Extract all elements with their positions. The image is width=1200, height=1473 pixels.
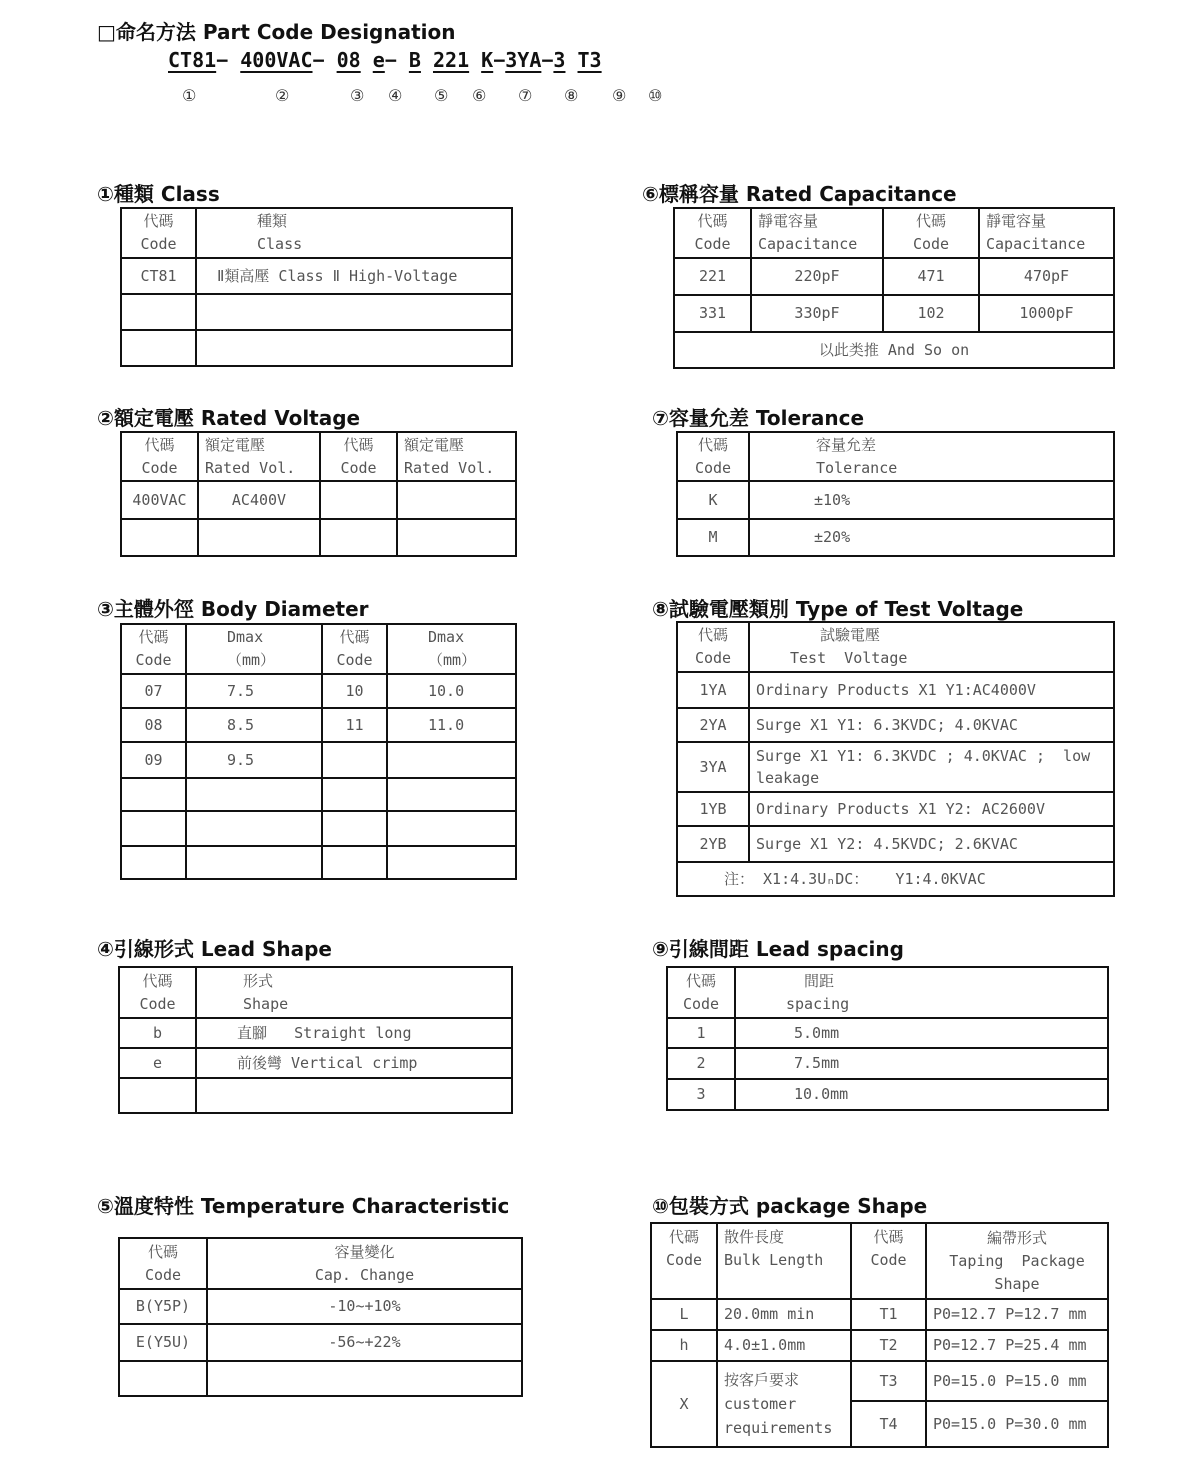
table-cell: ±20% bbox=[749, 519, 1114, 556]
section-testvoltage-title: ⑧試驗電壓類別 Type of Test Voltage bbox=[652, 597, 1024, 621]
cell-text: Code bbox=[912, 235, 950, 253]
diameter-table bbox=[120, 623, 517, 880]
table-cell: 10.0 bbox=[387, 674, 516, 708]
table-cell: 注： X1:4.3UₙDC： Y1:4.0KVAC bbox=[677, 862, 1114, 896]
table-cell: Ordinary Products X1 Y1:AC4000V bbox=[749, 672, 1114, 708]
cell-text: − bbox=[493, 48, 506, 72]
table-cell bbox=[387, 624, 516, 674]
cell-text: Code bbox=[140, 235, 177, 253]
table-cell bbox=[717, 1361, 851, 1447]
table-cell: CT81 bbox=[121, 258, 196, 294]
table-header-row bbox=[677, 622, 1114, 672]
cell-text: − bbox=[312, 48, 325, 72]
table-cell bbox=[186, 846, 322, 879]
cell-text: Test Voltage bbox=[790, 649, 908, 667]
table-row bbox=[651, 1330, 1108, 1361]
table-row bbox=[121, 294, 512, 330]
table-cell bbox=[196, 330, 512, 366]
cell-text: 代碼 bbox=[143, 212, 174, 230]
cell-text: 代碼 bbox=[138, 628, 169, 646]
table-cell: 8.5 bbox=[186, 708, 322, 742]
section-temperature-title: ⑤溫度特性 Temperature Characteristic bbox=[97, 1194, 510, 1218]
code-seg-diameter: 08 bbox=[336, 48, 361, 72]
cell-text: Code bbox=[694, 649, 732, 667]
table-row bbox=[677, 742, 1114, 792]
cell-text: 形式 bbox=[243, 971, 274, 990]
table-cell: Surge X1 Y2: 4.5KVDC; 2.6KVAC bbox=[749, 826, 1114, 862]
table-row bbox=[119, 1289, 522, 1324]
table-cell: 2YA bbox=[677, 708, 749, 742]
table-cell bbox=[198, 519, 320, 556]
table-header-row bbox=[674, 208, 1114, 258]
cell-text: 容量變化 bbox=[334, 1242, 395, 1261]
section-spacing-title: ⑨引線間距 Lead spacing bbox=[652, 937, 904, 961]
cell-text: − bbox=[384, 48, 397, 72]
table-cell: L bbox=[651, 1299, 717, 1330]
table-cell bbox=[119, 967, 196, 1018]
table-cell bbox=[322, 624, 387, 674]
cell-text: 靜電容量 bbox=[986, 212, 1047, 230]
cell-text: Code bbox=[665, 1251, 703, 1269]
table-cell bbox=[677, 432, 749, 481]
table-row bbox=[677, 826, 1114, 862]
table-cell: M bbox=[677, 519, 749, 556]
table-row bbox=[119, 1361, 522, 1396]
marker-7: ⑦ bbox=[518, 86, 533, 105]
cell-text: 試驗電壓 bbox=[820, 626, 881, 644]
table-cell bbox=[322, 778, 387, 811]
spacing-table bbox=[666, 966, 1109, 1111]
cell-text: 代碼 bbox=[343, 435, 374, 454]
table-header-row bbox=[667, 967, 1108, 1018]
section-tolerance-title: ⑦容量允差 Tolerance bbox=[652, 406, 865, 430]
table-row bbox=[677, 519, 1114, 556]
cell-text: Dmax bbox=[227, 628, 264, 646]
table-cell: -10~+10% bbox=[207, 1289, 522, 1324]
table-cell: 11 bbox=[322, 708, 387, 742]
part-code-example bbox=[168, 48, 602, 72]
table-cell: 331 bbox=[674, 295, 751, 332]
table-cell bbox=[196, 294, 512, 330]
table-cell bbox=[651, 1223, 717, 1299]
table-cell: B(Y5P) bbox=[119, 1289, 207, 1324]
table-cell: h bbox=[651, 1330, 717, 1361]
table-cell bbox=[121, 432, 198, 481]
code-seg-class: CT81 bbox=[168, 48, 217, 72]
cell-text: Code bbox=[694, 235, 731, 253]
cell-text: Capacitance bbox=[986, 235, 1086, 253]
table-cell bbox=[926, 1223, 1108, 1299]
class-table bbox=[120, 207, 513, 367]
table-row bbox=[651, 1299, 1108, 1330]
table-cell: 11.0 bbox=[387, 708, 516, 742]
table-cell: 直腳 Straight long bbox=[196, 1018, 512, 1048]
section-capacitance-title: ⑥標稱容量 Rated Capacitance bbox=[642, 182, 957, 206]
cell-text: Code bbox=[682, 994, 720, 1013]
cell-text: customer bbox=[724, 1395, 797, 1413]
cell-text: 種類 bbox=[257, 212, 288, 230]
table-cell: 1000pF bbox=[979, 295, 1114, 332]
table-header-row bbox=[119, 967, 512, 1018]
table-cell: 330pF bbox=[751, 295, 883, 332]
table-cell bbox=[320, 519, 397, 556]
cell-text: Code bbox=[336, 651, 373, 669]
code-seg-capacitance: 221 bbox=[432, 48, 470, 72]
cell-text: Rated Vol. bbox=[205, 458, 296, 477]
table-cell: 220pF bbox=[751, 258, 883, 295]
cell-text: 代碼 bbox=[147, 1242, 178, 1261]
table-cell bbox=[387, 778, 516, 811]
cell-text: spacing bbox=[786, 994, 850, 1013]
table-cell: Surge X1 Y1: 6.3KVDC; 4.0KVAC bbox=[749, 708, 1114, 742]
table-cell: b bbox=[119, 1018, 196, 1048]
cell-text: 代碼 bbox=[144, 435, 175, 454]
table-row bbox=[121, 258, 512, 294]
table-cell: 以此类推 And So on bbox=[674, 332, 1114, 368]
table-cell bbox=[667, 967, 735, 1018]
table-cell bbox=[196, 967, 512, 1018]
table-row bbox=[121, 674, 516, 708]
marker-5: ⑤ bbox=[434, 86, 449, 105]
table-cell: 1YA bbox=[677, 672, 749, 708]
table-row bbox=[121, 519, 516, 556]
table-cell: Surge X1 Y1: 6.3KVDC ; 4.0KVAC ; low leakage bbox=[749, 742, 1114, 792]
section-diameter-title: ③主體外徑 Body Diameter bbox=[97, 597, 369, 621]
table-cell: 4.0±1.0mm bbox=[717, 1330, 851, 1361]
cell-text: （mm） bbox=[428, 651, 477, 669]
table-cell bbox=[207, 1361, 522, 1396]
table-cell: K bbox=[677, 481, 749, 519]
table-header-row bbox=[121, 624, 516, 674]
cell-text: Code bbox=[870, 1251, 907, 1269]
cell-text: Code bbox=[694, 458, 732, 477]
cell-text: requirements bbox=[724, 1419, 833, 1437]
table-cell: 3YA bbox=[677, 742, 749, 792]
table-cell: -56~+22% bbox=[207, 1324, 522, 1361]
cell-text: 代碼 bbox=[685, 971, 716, 990]
capacitance-table bbox=[673, 207, 1115, 369]
table-row bbox=[121, 778, 516, 811]
table-cell bbox=[749, 622, 1114, 672]
table-cell: 10.0mm bbox=[735, 1079, 1108, 1110]
table-cell bbox=[677, 622, 749, 672]
table-cell bbox=[320, 481, 397, 519]
table-cell: e bbox=[119, 1048, 196, 1078]
table-row bbox=[651, 1361, 1108, 1401]
table-cell bbox=[186, 811, 322, 846]
tolerance-table bbox=[676, 431, 1115, 557]
table-cell bbox=[387, 811, 516, 846]
table-header-row bbox=[119, 1238, 522, 1289]
table-cell bbox=[119, 1238, 207, 1289]
table-cell bbox=[397, 481, 516, 519]
table-cell: T2 bbox=[851, 1330, 926, 1361]
section-class-title: ①種類 Class bbox=[97, 182, 220, 206]
table-cell bbox=[883, 208, 979, 258]
cell-text: Shape bbox=[243, 994, 289, 1013]
table-cell: 1 bbox=[667, 1018, 735, 1048]
table-cell bbox=[851, 1223, 926, 1299]
table-header-row bbox=[121, 432, 516, 481]
lead-shape-table bbox=[118, 966, 513, 1114]
table-cell bbox=[198, 432, 320, 481]
table-cell: 102 bbox=[883, 295, 979, 332]
table-note-row bbox=[677, 862, 1114, 896]
table-cell bbox=[196, 1078, 512, 1113]
table-row bbox=[677, 792, 1114, 826]
cell-text: 額定電壓 bbox=[205, 435, 266, 454]
marker-2: ② bbox=[275, 86, 290, 105]
testvoltage-table bbox=[676, 621, 1115, 897]
table-cell bbox=[397, 432, 516, 481]
table-cell bbox=[121, 208, 196, 258]
cell-text: 代碼 bbox=[339, 628, 370, 646]
table-cell: 5.0mm bbox=[735, 1018, 1108, 1048]
table-header-row bbox=[677, 432, 1114, 481]
cell-text: Code bbox=[139, 994, 176, 1013]
cell-text: 間距 bbox=[804, 971, 835, 990]
code-seg-lead: e bbox=[372, 48, 385, 72]
cell-text: Cap. Change bbox=[314, 1265, 415, 1284]
designation-title: □命名方法 Part Code Designation bbox=[97, 20, 456, 44]
cell-text: Capacitance bbox=[758, 235, 858, 253]
table-row bbox=[677, 481, 1114, 519]
table-row bbox=[121, 811, 516, 846]
table-cell bbox=[322, 811, 387, 846]
code-seg-temp: B bbox=[408, 48, 421, 72]
table-cell: X bbox=[651, 1361, 717, 1447]
cell-text: 靜電容量 bbox=[758, 212, 819, 230]
table-cell bbox=[186, 778, 322, 811]
cell-text: （mm） bbox=[227, 651, 276, 669]
table-footer-row bbox=[674, 332, 1114, 368]
cell-text: − bbox=[541, 48, 554, 72]
marker-10: ⑩ bbox=[648, 86, 663, 105]
table-row bbox=[119, 1018, 512, 1048]
table-cell bbox=[387, 846, 516, 879]
table-header-row bbox=[651, 1223, 1108, 1299]
table-cell: 前後彎 Vertical crimp bbox=[196, 1048, 512, 1078]
table-cell: P0=15.0 P=15.0 mm bbox=[926, 1361, 1108, 1401]
table-row bbox=[677, 708, 1114, 742]
table-cell: 7.5 bbox=[186, 674, 322, 708]
cell-text: 代碼 bbox=[697, 435, 728, 454]
table-cell bbox=[397, 519, 516, 556]
cell-text: Dmax bbox=[428, 628, 465, 646]
cell-text: Tolerance bbox=[816, 458, 898, 477]
table-cell: 9.5 bbox=[186, 742, 322, 778]
table-cell bbox=[121, 294, 196, 330]
table-cell: 7.5mm bbox=[735, 1048, 1108, 1079]
table-row bbox=[121, 330, 512, 366]
marker-8: ⑧ bbox=[564, 86, 579, 105]
cell-text: 代碼 bbox=[142, 971, 173, 990]
table-cell: E(Y5U) bbox=[119, 1324, 207, 1361]
cell-text: Code bbox=[135, 651, 172, 669]
table-cell: 10 bbox=[322, 674, 387, 708]
table-cell bbox=[207, 1238, 522, 1289]
table-row bbox=[667, 1079, 1108, 1110]
table-cell bbox=[674, 208, 751, 258]
table-cell: 09 bbox=[121, 742, 186, 778]
cell-text: 代碼 bbox=[668, 1228, 699, 1246]
code-seg-voltage: 400VAC bbox=[240, 48, 313, 72]
code-seg-tolerance: K bbox=[481, 48, 494, 72]
cell-text: Rated Vol. bbox=[404, 458, 495, 477]
cell-text: 代碼 bbox=[697, 626, 728, 644]
table-cell: Ordinary Products X1 Y2: AC2600V bbox=[749, 792, 1114, 826]
package-table bbox=[650, 1222, 1109, 1448]
cell-text: 按客戶要求 bbox=[724, 1371, 800, 1389]
table-cell: 1YB bbox=[677, 792, 749, 826]
marker-1: ① bbox=[182, 86, 197, 105]
table-row bbox=[121, 742, 516, 778]
section-voltage-title: ②額定電壓 Rated Voltage bbox=[97, 406, 361, 430]
code-seg-testvoltage: 3YA bbox=[505, 48, 542, 72]
table-row bbox=[119, 1078, 512, 1113]
code-seg-spacing: 3 bbox=[553, 48, 566, 72]
table-cell bbox=[119, 1078, 196, 1113]
section-lead-title: ④引線形式 Lead Shape bbox=[97, 937, 332, 961]
table-cell bbox=[717, 1223, 851, 1299]
table-cell bbox=[121, 846, 186, 879]
section-package-title: ⑩包裝方式 package Shape bbox=[652, 1194, 928, 1218]
cell-text: 代碼 bbox=[915, 212, 946, 230]
table-row bbox=[121, 846, 516, 879]
table-cell: 08 bbox=[121, 708, 186, 742]
marker-6: ⑥ bbox=[472, 86, 487, 105]
table-row bbox=[121, 708, 516, 742]
table-row bbox=[119, 1048, 512, 1078]
table-cell: 2YB bbox=[677, 826, 749, 862]
marker-4: ④ bbox=[388, 86, 403, 105]
cell-text: Code bbox=[141, 458, 178, 477]
table-cell bbox=[196, 208, 512, 258]
voltage-table bbox=[120, 431, 517, 557]
table-cell: P0=12.7 P=25.4 mm bbox=[926, 1330, 1108, 1361]
cell-text: Taping Package bbox=[949, 1251, 1085, 1270]
table-cell: 470pF bbox=[979, 258, 1114, 295]
table-cell: T4 bbox=[851, 1401, 926, 1447]
table-row bbox=[677, 672, 1114, 708]
table-cell: 07 bbox=[121, 674, 186, 708]
table-cell bbox=[751, 208, 883, 258]
table-cell: 471 bbox=[883, 258, 979, 295]
table-cell: T1 bbox=[851, 1299, 926, 1330]
cell-text: 編帶形式 bbox=[986, 1228, 1047, 1247]
table-row bbox=[667, 1018, 1108, 1048]
cell-text: 額定電壓 bbox=[404, 435, 465, 454]
table-row bbox=[674, 258, 1114, 295]
table-cell: AC400V bbox=[198, 481, 320, 519]
table-cell bbox=[387, 742, 516, 778]
cell-text: 代碼 bbox=[697, 212, 728, 230]
table-cell: Ⅱ類高壓 Class Ⅱ High-Voltage bbox=[196, 258, 512, 294]
code-seg-package: T3 bbox=[577, 48, 602, 72]
table-cell bbox=[121, 811, 186, 846]
table-cell: ±10% bbox=[749, 481, 1114, 519]
table-cell bbox=[320, 432, 397, 481]
temperature-table bbox=[118, 1237, 523, 1397]
table-cell: P0=15.0 P=30.0 mm bbox=[926, 1401, 1108, 1447]
table-row bbox=[119, 1324, 522, 1361]
table-cell bbox=[121, 330, 196, 366]
table-cell bbox=[322, 846, 387, 879]
marker-3: ③ bbox=[350, 86, 365, 105]
table-cell: P0=12.7 P=12.7 mm bbox=[926, 1299, 1108, 1330]
table-header-row bbox=[121, 208, 512, 258]
table-cell bbox=[121, 778, 186, 811]
table-cell: 400VAC bbox=[121, 481, 198, 519]
cell-text: Class bbox=[257, 235, 303, 253]
cell-text: 代碼 bbox=[873, 1228, 904, 1246]
table-cell bbox=[186, 624, 322, 674]
cell-text: − bbox=[216, 48, 229, 72]
marker-9: ⑨ bbox=[612, 86, 627, 105]
table-cell: T3 bbox=[851, 1361, 926, 1401]
cell-text: Code bbox=[340, 458, 377, 477]
table-row bbox=[674, 295, 1114, 332]
table-cell bbox=[121, 624, 186, 674]
table-cell bbox=[119, 1361, 207, 1396]
table-cell bbox=[322, 742, 387, 778]
table-cell: 221 bbox=[674, 258, 751, 295]
table-cell: 20.0mm min bbox=[717, 1299, 851, 1330]
table-cell bbox=[735, 967, 1108, 1018]
cell-text: Shape bbox=[994, 1274, 1040, 1293]
table-cell bbox=[749, 432, 1114, 481]
cell-text: 散件長度 bbox=[724, 1228, 785, 1246]
table-row bbox=[121, 481, 516, 519]
table-cell: 3 bbox=[667, 1079, 735, 1110]
cell-text: 容量允差 bbox=[816, 435, 877, 454]
table-cell: 2 bbox=[667, 1048, 735, 1079]
cell-text: Bulk Length bbox=[724, 1251, 824, 1269]
table-cell bbox=[979, 208, 1114, 258]
table-cell bbox=[121, 519, 198, 556]
table-row bbox=[667, 1048, 1108, 1079]
cell-text: Code bbox=[144, 1265, 182, 1284]
